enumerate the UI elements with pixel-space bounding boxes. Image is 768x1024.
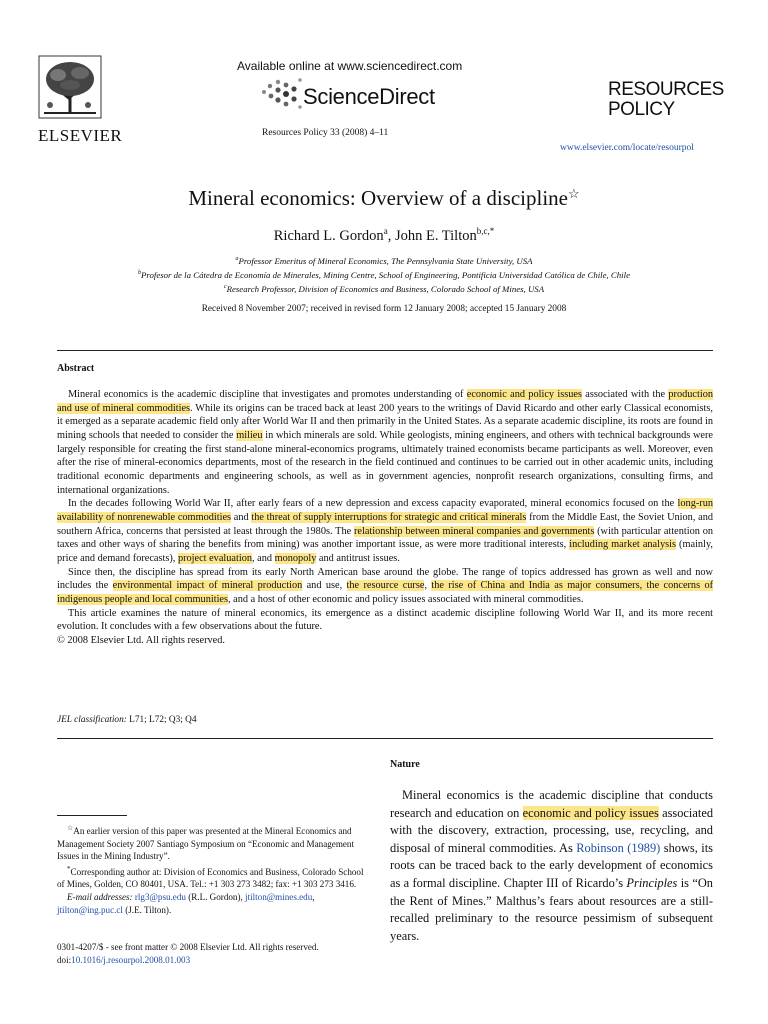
abstract-paragraph-1 [57,388,713,497]
text-run: Mineral economics is the academic discipline that investigates and promotes understanding of [68,389,467,400]
author-separator: , [387,227,395,244]
sciencedirect-logo-text: ScienceDirect [303,84,435,109]
footnote-corresponding-text: Corresponding author at: Division of Economics and Business, Colorado School of Mines, Golden, CO 80401, USA. Tel.: +1 303 273 3482; fax: +1 303 273 3416. [57,866,364,890]
journal-url-link[interactable]: www.elsevier.com/locate/resourpol [560,143,694,153]
text-run: , and [252,552,275,564]
journal-title-line2: POLICY [608,99,675,120]
received-dates: Received 8 November 2007; received in revised form 12 January 2008; accepted 15 January 2008 [201,304,567,314]
abstract-body [57,388,713,647]
jel-codes: L71; L72; Q3; Q4 [126,715,197,725]
affiliation-b [0,270,768,280]
affiliation-a-text: Professor Emeritus of Mineral Economics, The Pennsylvania State University, USA [238,256,533,266]
nature-paragraph [390,787,713,945]
available-online-text[interactable]: Available online at www.sciencedirect.com [237,59,463,73]
author-tilton: John E. Tilton [394,227,477,244]
abstract-heading: Abstract [57,363,95,374]
book-title-principles: Principles [626,875,678,890]
footnote-divider [57,815,127,816]
author-tilton-affiliation: b,c,* [476,226,495,236]
highlight[interactable]: including market analysis [569,539,676,551]
email-separator: , [312,892,315,903]
text-run: and antitrust issues. [316,552,400,564]
highlight[interactable]: production and use of mineral commodities [57,389,713,414]
author-gordon-affiliation: a [383,226,388,236]
footnote-star [57,822,365,863]
affiliation-c-mark: c [223,284,227,291]
doi-link[interactable]: 10.1016/j.resourpol.2008.01.003 [71,955,191,965]
highlight[interactable]: project evaluation [177,552,252,564]
affiliation-a-mark: a [235,256,239,263]
footnote-star-text: An earlier version of this paper was presented at the Mineral Economics and Management Society 2007 Santiago Symposium on “Economic and Management Issues in the Mining Industry”. [57,826,355,862]
abstract-copyright: © 2008 Elsevier Ltd. All rights reserved. [57,634,225,646]
highlight[interactable]: the threat of supply interruptions for strategic and critical minerals [251,511,527,523]
text-run: , and a host of other economic and policy issues associated with mineral commodities. [228,593,584,605]
highlight[interactable]: the resource curse [346,580,425,592]
text-run: . While its origins can be traced back at least 200 years to the writings of David Ricardo and other early Classical economists, it emerged as a separate academic field only after World War II and then primarily in the United States. As a separate academic discipline, its roots are found in mining schools that needed to consider the [57,402,713,441]
highlight[interactable]: long-run availability of nonrenewable commodities [57,498,713,523]
text-run: In the decades following World War II, after early fears of a new depression and excess capacity evaporated, mineral economics focused on the [68,498,678,510]
divider-top [57,350,713,351]
footnote-emails [57,891,365,916]
title-footnote-mark[interactable]: ☆ [567,186,580,201]
highlight[interactable]: monopoly [274,552,317,564]
footnote-corresponding [57,863,365,891]
footnote-star-mark: ☆ [67,824,74,832]
journal-title-line1: RESOURCES [608,79,724,100]
article-title-text: Mineral economics: Overview of a discipline [188,186,568,210]
journal-citation: Resources Policy 33 (2008) 4–11 [262,128,389,138]
elsevier-tree-icon [38,55,102,119]
text-run: and use, [302,580,347,592]
author-gordon: Richard L. Gordon [273,227,384,244]
email-link-tilton-mines[interactable]: jtilton@mines.edu [245,892,313,903]
affiliation-a [0,256,768,266]
issn-line: 0301-4207/$ - see front matter © 2008 Elsevier Ltd. All rights reserved. [57,942,319,952]
doi-line [57,954,319,967]
email-tilton-name: (J.E. Tilton). [122,904,172,915]
text-run: Mineral economics is the academic discipline that conducts research and education on [390,788,713,820]
text-run: Since then, the discipline has spread from its early North American base around the globe. The range of topics addressed has grown as well and now includes the [57,566,713,592]
footnote-corresponding-mark: * [67,864,71,873]
abstract-paragraph-3 [57,566,713,607]
text-run: , [424,580,432,592]
abstract-paragraph-4: This article examines the nature of mineral economics, its emergence as a distinct academic discipline following World War II, and its more recent evolution. It concludes with a few observations about the future. [57,607,713,633]
highlight[interactable]: environmental impact of mineral production [112,580,303,592]
highlight[interactable]: milieu [236,429,263,441]
footnotes [57,822,365,916]
highlight[interactable]: relationship between mineral companies and governments [353,525,595,537]
journal-title [608,80,724,120]
jel-label: JEL classification: [57,715,127,725]
section-heading-nature: Nature [390,759,420,770]
text-run: (mainly, price and demand forecasts), [57,539,713,564]
text-run: and [231,511,252,523]
text-run: from the Middle East, the Soviet Union, and southern Africa, concerns that persisted at least through the 1980s. The [57,511,713,537]
affiliation-b-mark: b [138,270,141,277]
text-run: in which minerals are sold. While geologists, mining engineers, and others with technical backgrounds were largely responsible for creating the first stand-alone mineral-economics programs, ultimately trained economists became participants as well. Moreover, even after the rise of mineral-economics departments, most of the research in the field continued and continues to be carried out in other academic units, including traditional economic departments and engineering schools, as well as in government agencies, nonprofit research organizations, consulting firms, and international organizations. [57,429,713,496]
highlight[interactable]: the rise of China and India as major consumers, the concerns of indigenous people and local communities [57,580,714,605]
affiliation-c-text: Research Professor, Division of Economics and Business, Colorado School of Mines, USA [226,284,545,294]
nature-body [390,787,713,945]
text-run: shows, its roots can be traced back to the early development of economics as a formal discipline. Chapter III of Ricardo’s [390,840,714,890]
affiliation-b-text: Profesor de la Cátedra de Economía de Minerales, Mining Centre, School of Engineering, Pontificia Universidad Católica de Chile, Chile [141,270,630,280]
email-gordon-name: (R.L. Gordon), [185,892,246,903]
email-label: E-mail addresses: [67,892,133,903]
abstract-paragraph-2 [57,497,713,565]
publisher-name: ELSEVIER [38,126,123,145]
elsevier-logo [38,55,123,146]
affiliation-c [0,284,768,294]
text-run: is “On the Rent of Mines.” Malthus’s fears about resources are a still-recalled preliminary to the resource pessimism of subsequent years. [390,875,713,943]
text-run: associated with the discovery, extraction, processing, use, recycling, and disposal of mineral commodities. As [390,805,714,855]
doi-label: doi: [57,955,72,965]
email-link-gordon[interactable]: rlg3@psu.edu [134,892,186,903]
highlight[interactable]: economic and policy issues [522,805,659,820]
divider-middle [57,738,713,739]
text-run: associated with the [581,389,669,400]
email-link-tilton-puc[interactable]: jtilton@ing.puc.cl [57,904,123,915]
highlight[interactable]: economic and policy issues [466,389,582,400]
authors [0,226,768,245]
citation-link-robinson[interactable]: Robinson (1989) [576,840,661,855]
issn-doi-block [57,941,319,967]
article-title [0,186,768,211]
jel-classification [57,715,197,725]
text-run: (with particular attention on taxes and other ways of sharing the benefits from mining) was another important issue, as were more traditional interests, [57,525,713,551]
